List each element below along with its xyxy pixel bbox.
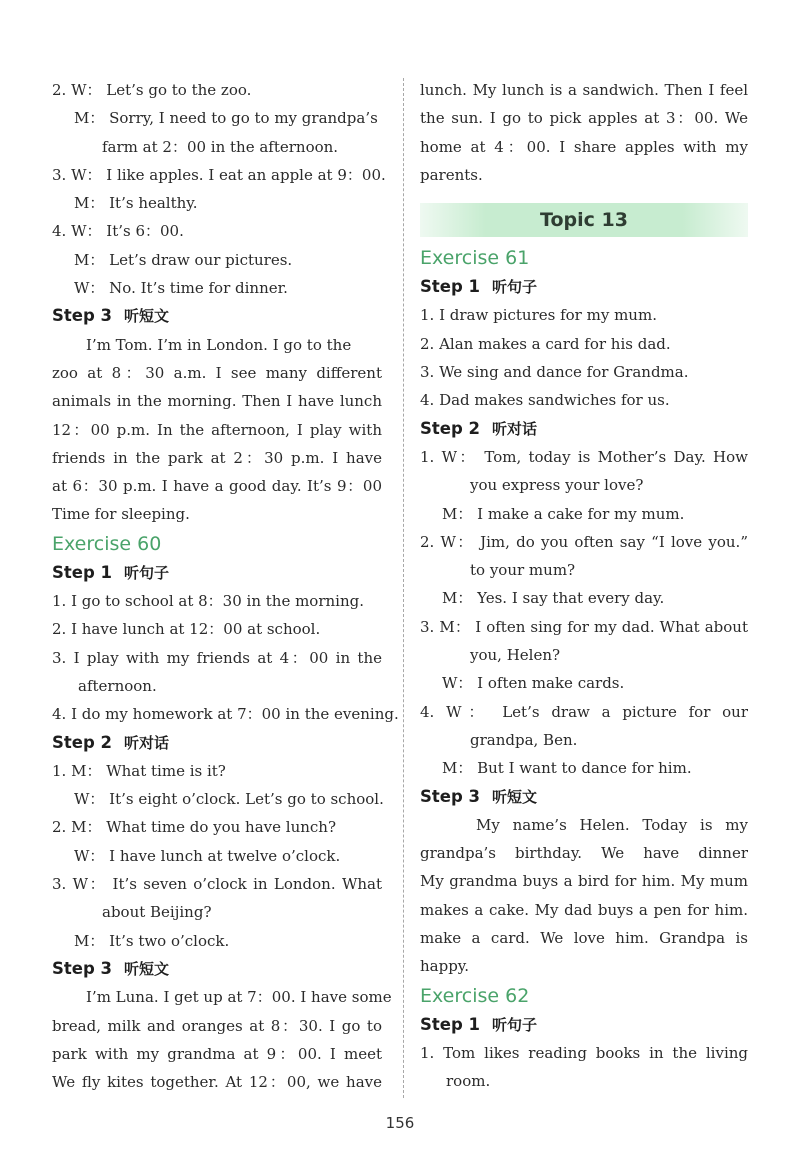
text-line: happy. [420, 957, 470, 976]
text-line: M： It’s two o’clock. [74, 931, 230, 950]
text-line: farm at 2：00 in the afternoon. [102, 137, 339, 156]
text-line: 1. I go to school at 8：30 in the morning. [52, 592, 364, 611]
exercise-heading: Exercise 62 [420, 984, 530, 1007]
text-line: make a card. We love him. Grandpa is [420, 929, 748, 948]
text-line: 3. W： I like apples. I eat an apple at 9：00. [52, 165, 386, 184]
text-line: M： Sorry, I need to go to my grandpa’s [74, 109, 378, 128]
step-label: Step 2 [420, 418, 480, 438]
text-line: We fly kites together. At 12：00, we have [52, 1073, 382, 1092]
column-divider [403, 78, 404, 1098]
step-heading [52, 729, 382, 757]
step-instruction: 听短文 [124, 959, 170, 978]
text-line: 4. Dad makes sandwiches for us. [420, 391, 670, 410]
text-line: W： It’s eight o’clock. Let’s go to school. [74, 790, 384, 809]
text-line: My name’s Helen. Today is my [476, 815, 748, 834]
text-line: lunch. My lunch is a sandwich. Then I feel [420, 81, 748, 99]
step-heading [52, 955, 382, 983]
text-line: 3. We sing and dance for Grandma. [420, 363, 689, 382]
text-line: 2. I have lunch at 12：00 at school. [52, 620, 321, 639]
step-heading [420, 783, 748, 811]
topic-banner [420, 203, 748, 237]
text-line: makes a cake. My dad buys a pen for him. [420, 900, 748, 919]
text-line: W： I have lunch at twelve o’clock. [74, 846, 341, 865]
text-line: grandpa’s birthday. We have dinner [420, 844, 748, 863]
text-line: 3. M： I often sing for my dad. What about [420, 617, 748, 636]
text-line: parents. [420, 165, 483, 184]
text-line: 4. W： Let’s draw a picture for our [420, 702, 748, 721]
step-label: Step 3 [52, 306, 112, 326]
topic-title: Topic 13 [540, 209, 628, 232]
step-instruction: 听对话 [124, 733, 170, 752]
left-column [52, 76, 399, 1096]
step-instruction: 听短文 [124, 307, 170, 326]
step-heading [52, 302, 382, 330]
text-line: 2. W： Jim, do you often say “I love you.” [420, 532, 748, 551]
text-line: at 6：30 p.m. I have a good day. It’s 9：00 [52, 477, 382, 496]
step-heading [52, 559, 382, 587]
text-line: 1. I draw pictures for my mum. [420, 306, 657, 325]
step-heading [420, 1011, 748, 1039]
exercise-heading: Exercise 61 [420, 247, 530, 270]
text-line: M： But I want to dance for him. [442, 759, 692, 778]
text-line: bread, milk and oranges at 8：30. I go to [52, 1016, 382, 1035]
text-line: afternoon. [78, 676, 157, 695]
text-line: 2. Alan makes a card for his dad. [420, 334, 671, 353]
step-label: Step 1 [52, 562, 112, 582]
exercise-heading: Exercise 60 [52, 532, 162, 555]
text-line: friends in the park at 2：30 p.m. I have [52, 448, 382, 467]
step-heading [420, 273, 748, 301]
text-line: I’m Tom. I’m in London. I go to the [86, 335, 352, 354]
step-instruction: 听句子 [492, 1015, 538, 1034]
text-line: 2. M： What time do you have lunch? [52, 818, 336, 837]
text-line: park with my grandma at 9：00. I meet [52, 1044, 382, 1063]
text-line: you, Helen? [470, 646, 561, 665]
text-line: M： It’s healthy. [74, 194, 198, 213]
text-line: 3. W： It’s seven o’clock in London. What [52, 875, 382, 894]
text-line: 4. I do my homework at 7：00 in the evening. [52, 705, 399, 724]
step-label: Step 1 [420, 277, 480, 297]
text-line: the sun. I go to pick apples at 3：00. We [420, 109, 748, 128]
step-label: Step 2 [52, 732, 112, 752]
text-line: home at 4：00. I share apples with my [420, 137, 748, 156]
step-instruction: 听对话 [492, 419, 538, 438]
text-line: to your mum? [470, 561, 576, 580]
step-label: Step 3 [420, 786, 480, 806]
text-line: M： I make a cake for my mum. [442, 504, 685, 523]
text-line: I’m Luna. I get up at 7：00. I have some [86, 988, 392, 1007]
step-instruction: 听句子 [492, 278, 538, 297]
text-line: W： No. It’s time for dinner. [74, 279, 288, 298]
text-line: Time for sleeping. [52, 505, 190, 524]
page-number: 156 [385, 1114, 415, 1132]
text-line: 3. I play with my friends at 4：00 in the [52, 648, 382, 667]
text-line: zoo at 8：30 a.m. I see many different [52, 363, 382, 382]
text-line: 2. W： Let’s go to the zoo. [52, 81, 252, 99]
text-line: My grandma buys a bird for him. My mum [420, 872, 748, 891]
text-line: about Beijing? [102, 903, 212, 922]
step-instruction: 听句子 [124, 563, 170, 582]
step-heading [420, 415, 748, 443]
text-line: W： I often make cards. [442, 674, 625, 693]
text-line: animals in the morning. Then I have lunch [52, 392, 382, 411]
step-instruction: 听短文 [492, 787, 538, 806]
text-line: grandpa, Ben. [470, 730, 578, 749]
step-label: Step 3 [52, 958, 112, 978]
text-line: M： Let’s draw our pictures. [74, 250, 293, 269]
text-line: 1. W： Tom, today is Mother’s Day. How [420, 447, 748, 466]
text-line: room. [446, 1072, 491, 1091]
text-line: 12：00 p.m. In the afternoon, I play with [52, 420, 382, 439]
text-line: M： Yes. I say that every day. [442, 589, 665, 608]
text-line: 1. Tom likes reading books in the living [420, 1043, 748, 1062]
text-line: you express your love? [470, 476, 644, 495]
text-line: 1. M： What time is it? [52, 761, 226, 780]
text-line: 4. W： It’s 6：00. [52, 222, 184, 241]
right-column [420, 76, 748, 1096]
step-label: Step 1 [420, 1014, 480, 1034]
